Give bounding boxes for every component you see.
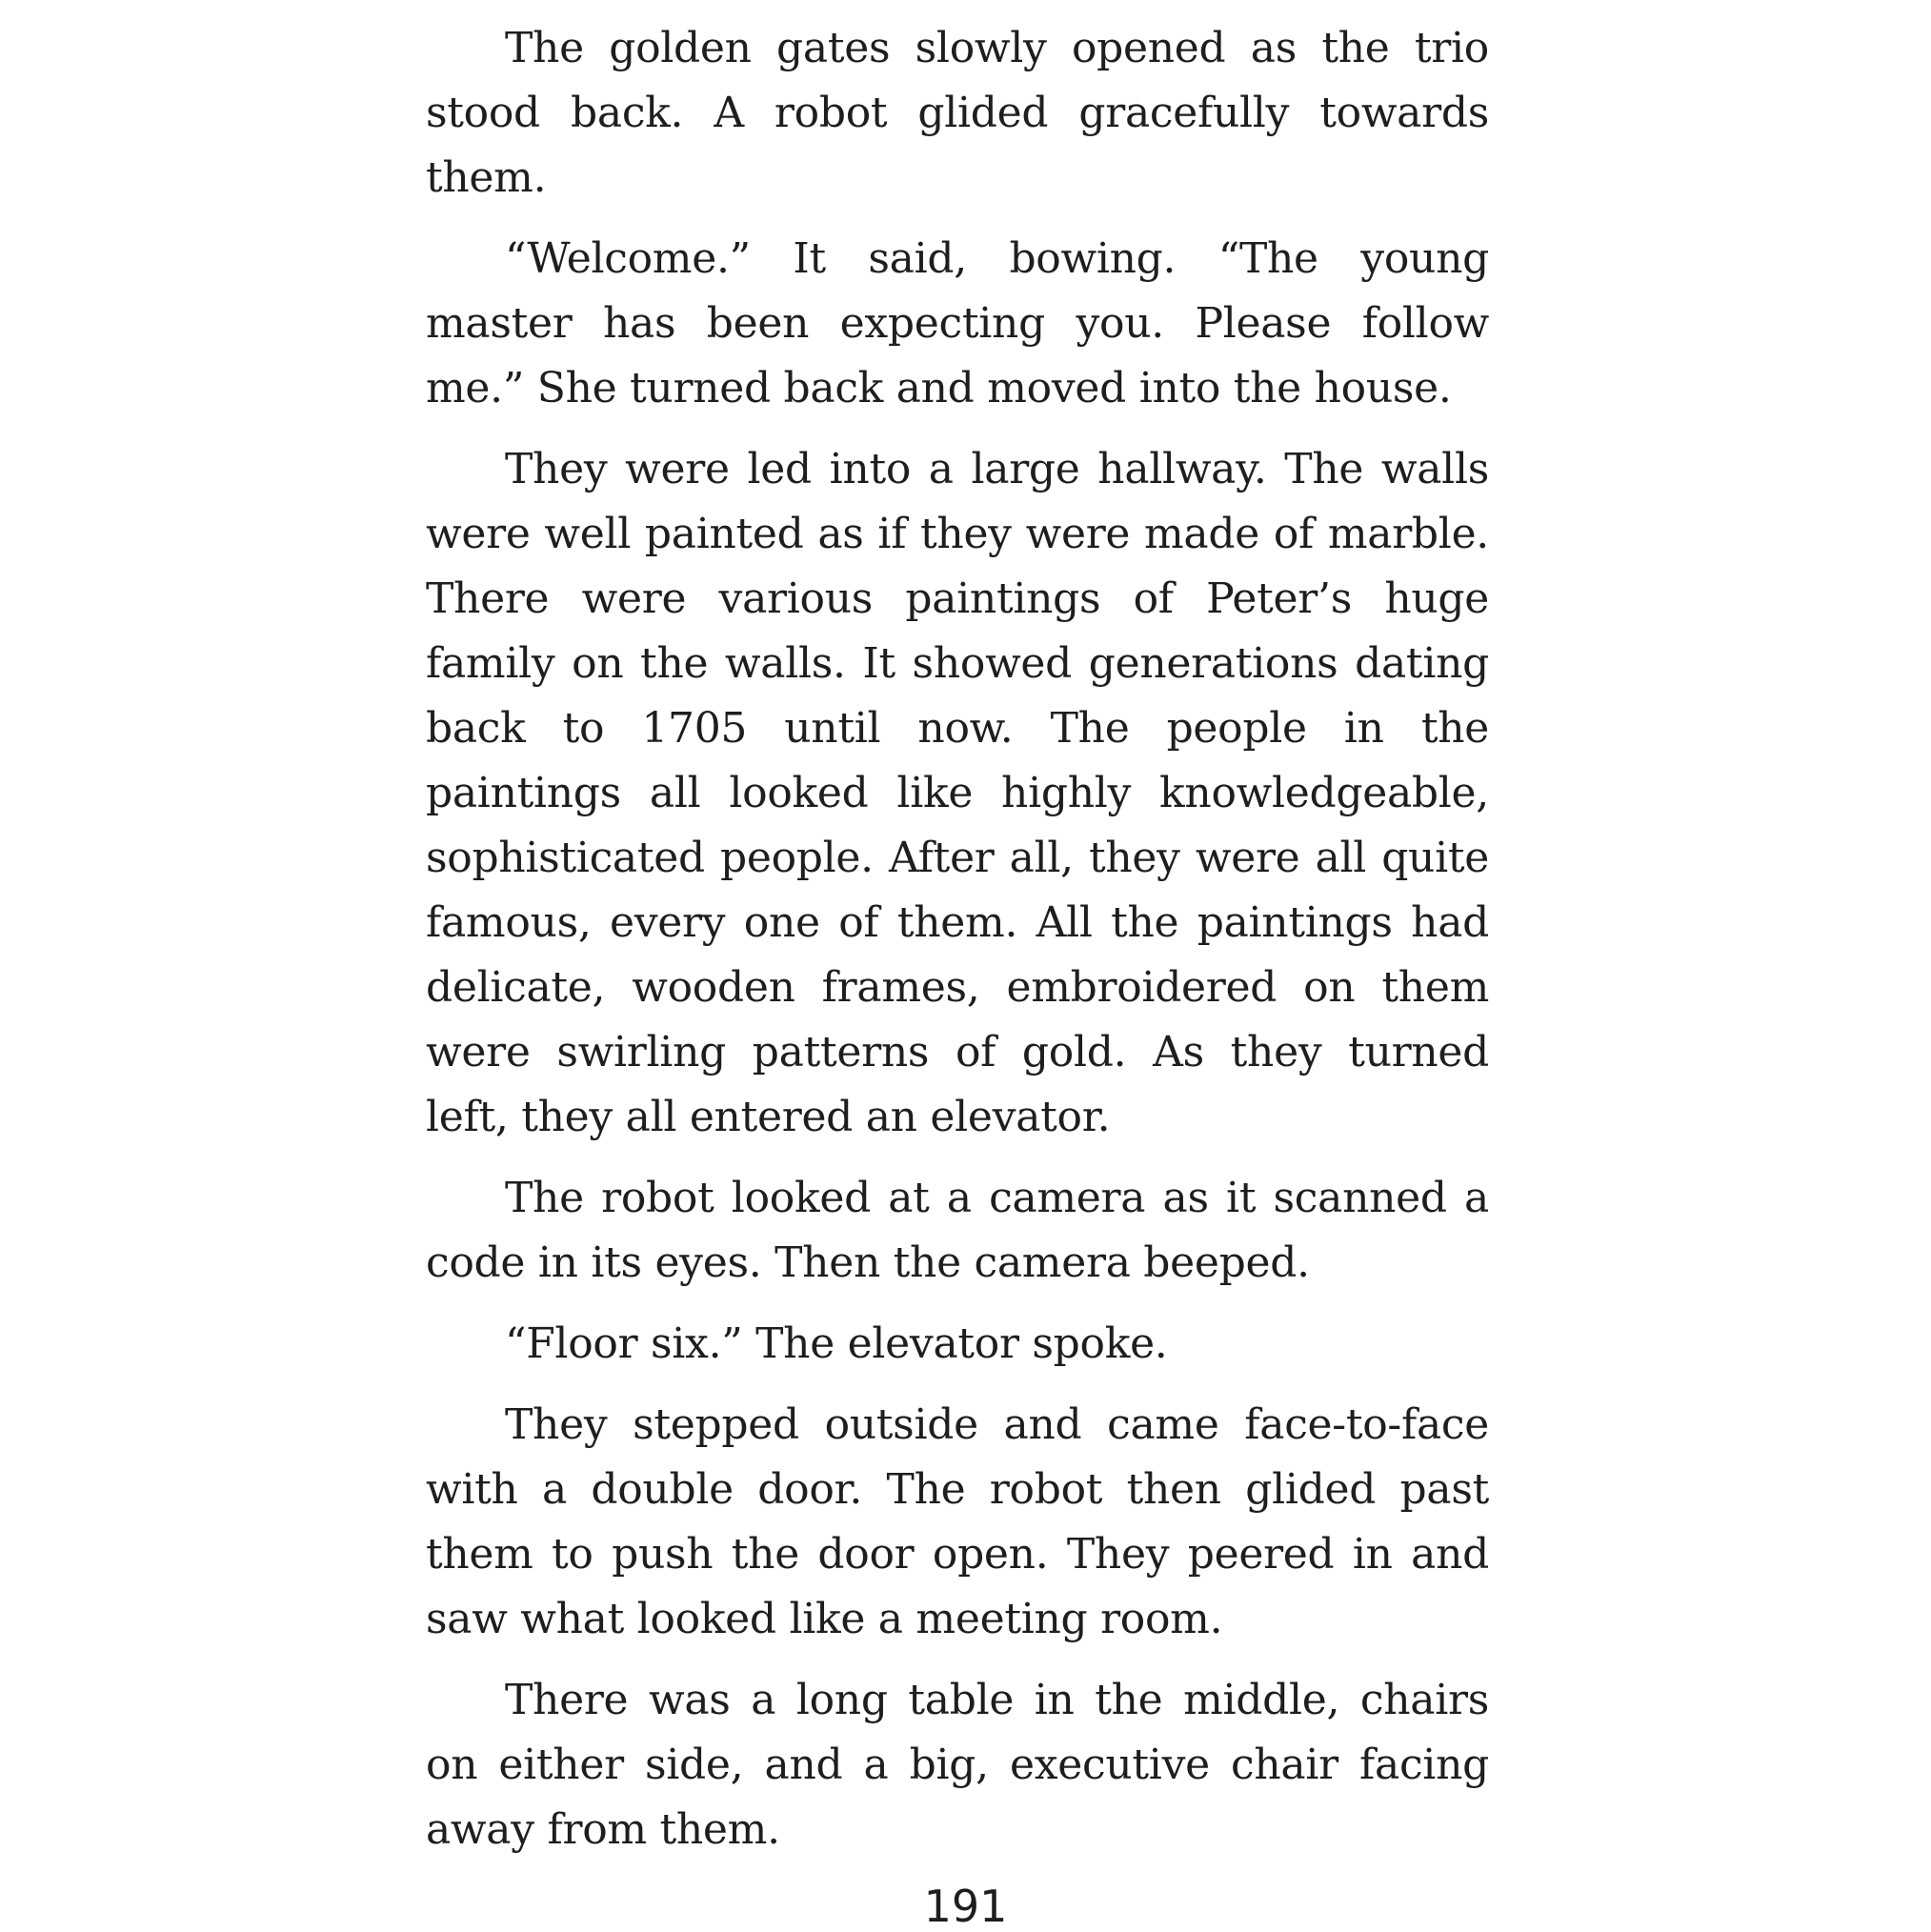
paragraph-4: The robot looked at a camera as it scanned a code in its eyes. Then the camera beeped. <box>426 1174 1489 1287</box>
body-text <box>426 16 1489 1879</box>
paragraph-5: “Floor six.” The elevator spoke. <box>505 1319 1168 1368</box>
paragraph-1: The golden gates slowly opened as the trio stood back. A robot glided gracefully towards them. <box>426 24 1489 202</box>
page-number: 191 <box>923 1881 1008 1932</box>
paragraph-3: They were led into a large hallway. The walls were well painted as if they were made of marble. There were various paintings of Peter’s huge family on the walls. It showed generations dating back to 1705 until now. The people in the paintings all looked like highly knowledgeable, sophisticated people. After all, they were all quite famous, every one of them. All the paintings had delicate, wooden frames, embroidered on them were swirling patterns of gold. As they turned left, they all entered an elevator. <box>426 445 1489 1141</box>
paragraph-6: They stepped outside and came face-to-face with a double door. The robot then glided past them to push the door open. They peered in and saw what looked like a meeting room. <box>426 1400 1489 1643</box>
paragraph-2: “Welcome.” It said, bowing. “The young master has been expecting you. Please follow me.” She turned back and moved into the house. <box>426 234 1489 413</box>
paragraph-7: There was a long table in the middle, chairs on either side, and a big, executive chair facing away from them. <box>426 1676 1489 1854</box>
